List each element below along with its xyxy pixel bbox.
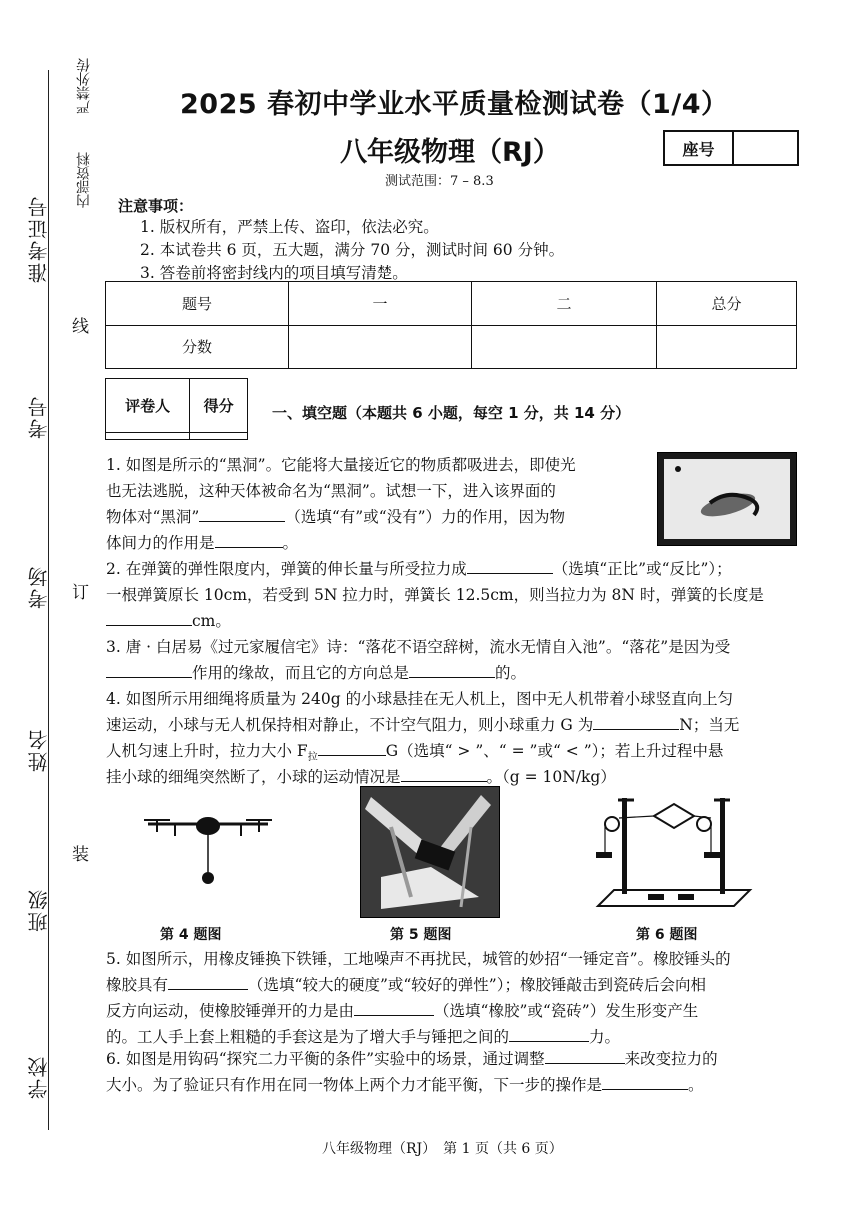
q3-line: 3. 唐 · 白居易《过元家履信宅》诗：“落花不语空辞树，流水无情自入池”。“落花”是因为受	[106, 638, 731, 656]
q1-text: 体间力的作用是	[106, 534, 215, 552]
q1-text: 。	[282, 534, 299, 552]
q5-text: 橡胶具有	[106, 976, 169, 994]
q1-blank-1[interactable]	[199, 505, 285, 522]
q2-line: 一根弹簧原长 10cm，若受到 5N 拉力时，弹簧长 12.5cm，则当拉力为 8N 时，弹簧的长度是	[106, 586, 764, 604]
q1-line: 1. 如图是所示的“黑洞”。它能将大量接近它的物质都吸进去，即使光	[106, 456, 576, 474]
q5-blank-2[interactable]	[354, 999, 434, 1016]
q5-text: （选填“较大的硬度”或“较好的弹性”）；橡胶锤敲击到瓷砖后会向相	[248, 976, 706, 994]
q5-text: 的。工人手上套上粗糙的手套这是为了增大手与锤把之间的	[106, 1028, 510, 1046]
figure-6-caption: 第 6 题图	[636, 927, 698, 943]
grader-label: 评卷人	[106, 379, 190, 433]
q5-blank-3[interactable]	[509, 1025, 589, 1042]
note-item: 3. 答卷前将密封线内的项目填写清楚。	[140, 264, 408, 282]
q5-line: 5. 如图所示，用橡皮锤换下铁锤，工地噪声不再扰民，城管的妙招“一锤定音”。橡胶锤头的	[106, 950, 731, 968]
q2-line	[106, 608, 231, 634]
field-exam-room: 考场	[27, 565, 51, 609]
q3-text: 的。	[495, 664, 527, 682]
q6-line	[106, 1072, 704, 1098]
q1-text: （选填“有”或“没有”）力的作用，因为物	[285, 508, 566, 526]
q5-text: （选填“橡胶”或“瓷砖”）发生形变产生	[434, 1002, 699, 1020]
q5-blank-1[interactable]	[168, 973, 248, 990]
q1-line	[106, 530, 298, 556]
q4-text: N；当无	[679, 716, 740, 734]
cut-mark-line: 线	[72, 317, 89, 337]
field-exam-number: 考号	[27, 395, 51, 439]
exam-title: 2025 春初中学业水平质量检测试卷（1/4）	[180, 89, 729, 120]
grader-cell	[106, 433, 190, 440]
q1-line: 也无法逃脱，这种天体被命名为“黑洞”。试想一下，进入该界面的	[106, 482, 556, 500]
cut-mark-staple: 订	[72, 583, 89, 603]
field-admission-number: 准考证号	[27, 195, 51, 283]
q2-text: 2. 在弹簧的弹性限度内，弹簧的伸长量与所受拉力成	[106, 560, 467, 578]
note-item: 2. 本试卷共 6 页，五大题，满分 70 分，测试时间 60 分钟。	[140, 241, 565, 259]
notes-title: 注意事项：	[118, 197, 194, 215]
note-item: 1. 版权所有，严禁上传、盗印，依法必究。	[140, 218, 439, 236]
figure-4-caption: 第 4 题图	[160, 927, 222, 943]
seat-number-box	[663, 130, 799, 166]
score-header: 二	[472, 282, 657, 326]
q4-text: 人机匀速上升时，拉力大小 F	[106, 742, 308, 760]
hammer-photo-drawing	[361, 787, 499, 917]
q4-subscript: 拉	[307, 752, 318, 764]
balance-apparatus-drawing	[594, 786, 754, 918]
q6-blank-2[interactable]	[602, 1073, 688, 1090]
q2-line	[106, 556, 732, 582]
section-title: 一、填空题（本题共 6 小题，每空 1 分，共 14 分）	[272, 404, 631, 422]
q2-blank-1[interactable]	[467, 557, 553, 574]
score-header: 题号	[106, 282, 289, 326]
q3-text: 作用的缘故，而且它的方向总是	[192, 664, 410, 682]
q4-blank-2[interactable]	[318, 739, 386, 756]
q3-line	[106, 660, 526, 686]
q6-text: 6. 如图是用钩码“探究二力平衡的条件”实验中的场景，通过调整	[106, 1050, 545, 1068]
q4-text: 速运动，小球与无人机保持相对静止，不计空气阻力，则小球重力 G 为	[106, 716, 594, 734]
q1-text: 物体对“黑洞”	[106, 508, 200, 526]
q6-text: 大小。为了验证只有作用在同一物体上两个力才能平衡，下一步的操作是	[106, 1076, 603, 1094]
figure-5-caption: 第 5 题图	[390, 927, 452, 943]
score-cell	[472, 325, 657, 369]
q6-blank-1[interactable]	[545, 1047, 625, 1064]
q4-line: 4. 如图所示用细绳将质量为 240g 的小球悬挂在无人机上，图中无人机带着小球竖直向上匀	[106, 690, 734, 708]
q5-line	[106, 972, 706, 998]
q5-line	[106, 998, 698, 1024]
balance-apparatus-figure	[594, 786, 754, 918]
exam-subtitle: 八年级物理（RJ）	[340, 137, 560, 168]
q5-text: 力。	[589, 1028, 621, 1046]
score-header: 一	[289, 282, 472, 326]
field-class: 班级	[27, 888, 51, 932]
seat-label: 座号	[665, 132, 734, 164]
q2-blank-2[interactable]	[106, 609, 192, 626]
black-hole-image	[657, 452, 797, 546]
score-table	[105, 281, 797, 369]
q3-blank-1[interactable]	[106, 661, 192, 678]
field-school: 学校	[27, 1055, 51, 1099]
score-cell	[289, 325, 472, 369]
q1-blank-2[interactable]	[215, 531, 283, 548]
q4-text: 挂小球的细绳突然断了，小球的运动情况是	[106, 768, 401, 786]
q6-text: 。	[688, 1076, 704, 1094]
drone-figure	[140, 808, 276, 888]
hammer-photo	[360, 786, 500, 918]
q4-blank-1[interactable]	[593, 713, 679, 730]
cut-mark-bind: 装	[72, 845, 89, 865]
q2-text: （选填“正比”或“反比”）；	[552, 560, 732, 578]
binding-confidential: 严禁外传	[76, 58, 92, 114]
field-name: 姓名	[27, 728, 51, 772]
black-hole-drawing	[658, 453, 796, 545]
binding-internal: 内部资料	[76, 152, 92, 208]
drone-drawing	[140, 808, 276, 888]
score-header: 总分	[657, 282, 797, 326]
q4-line	[106, 712, 739, 738]
q5-text: 反方向运动，使橡胶锤弹开的力是由	[106, 1002, 355, 1020]
test-range: 测试范围：7 – 8.3	[385, 174, 494, 189]
points-label: 得分	[190, 379, 248, 433]
q4-blank-3[interactable]	[401, 765, 487, 782]
q6-text: 来改变拉力的	[624, 1050, 718, 1068]
grader-table	[105, 378, 248, 440]
q4-text: 。（g = 10N/kg）	[486, 768, 616, 786]
q6-line	[106, 1046, 718, 1072]
score-label: 分数	[106, 325, 289, 369]
q1-line	[106, 504, 565, 530]
score-cell	[657, 325, 797, 369]
points-cell	[190, 433, 248, 440]
q3-blank-2[interactable]	[409, 661, 495, 678]
q4-text: G（选填“ > ”、“ = ”或“ < ”）；若上升过程中悬	[385, 742, 724, 760]
q2-text: cm。	[192, 612, 231, 630]
page-footer: 八年级物理（RJ） 第 1 页（共 6 页）	[322, 1141, 563, 1157]
